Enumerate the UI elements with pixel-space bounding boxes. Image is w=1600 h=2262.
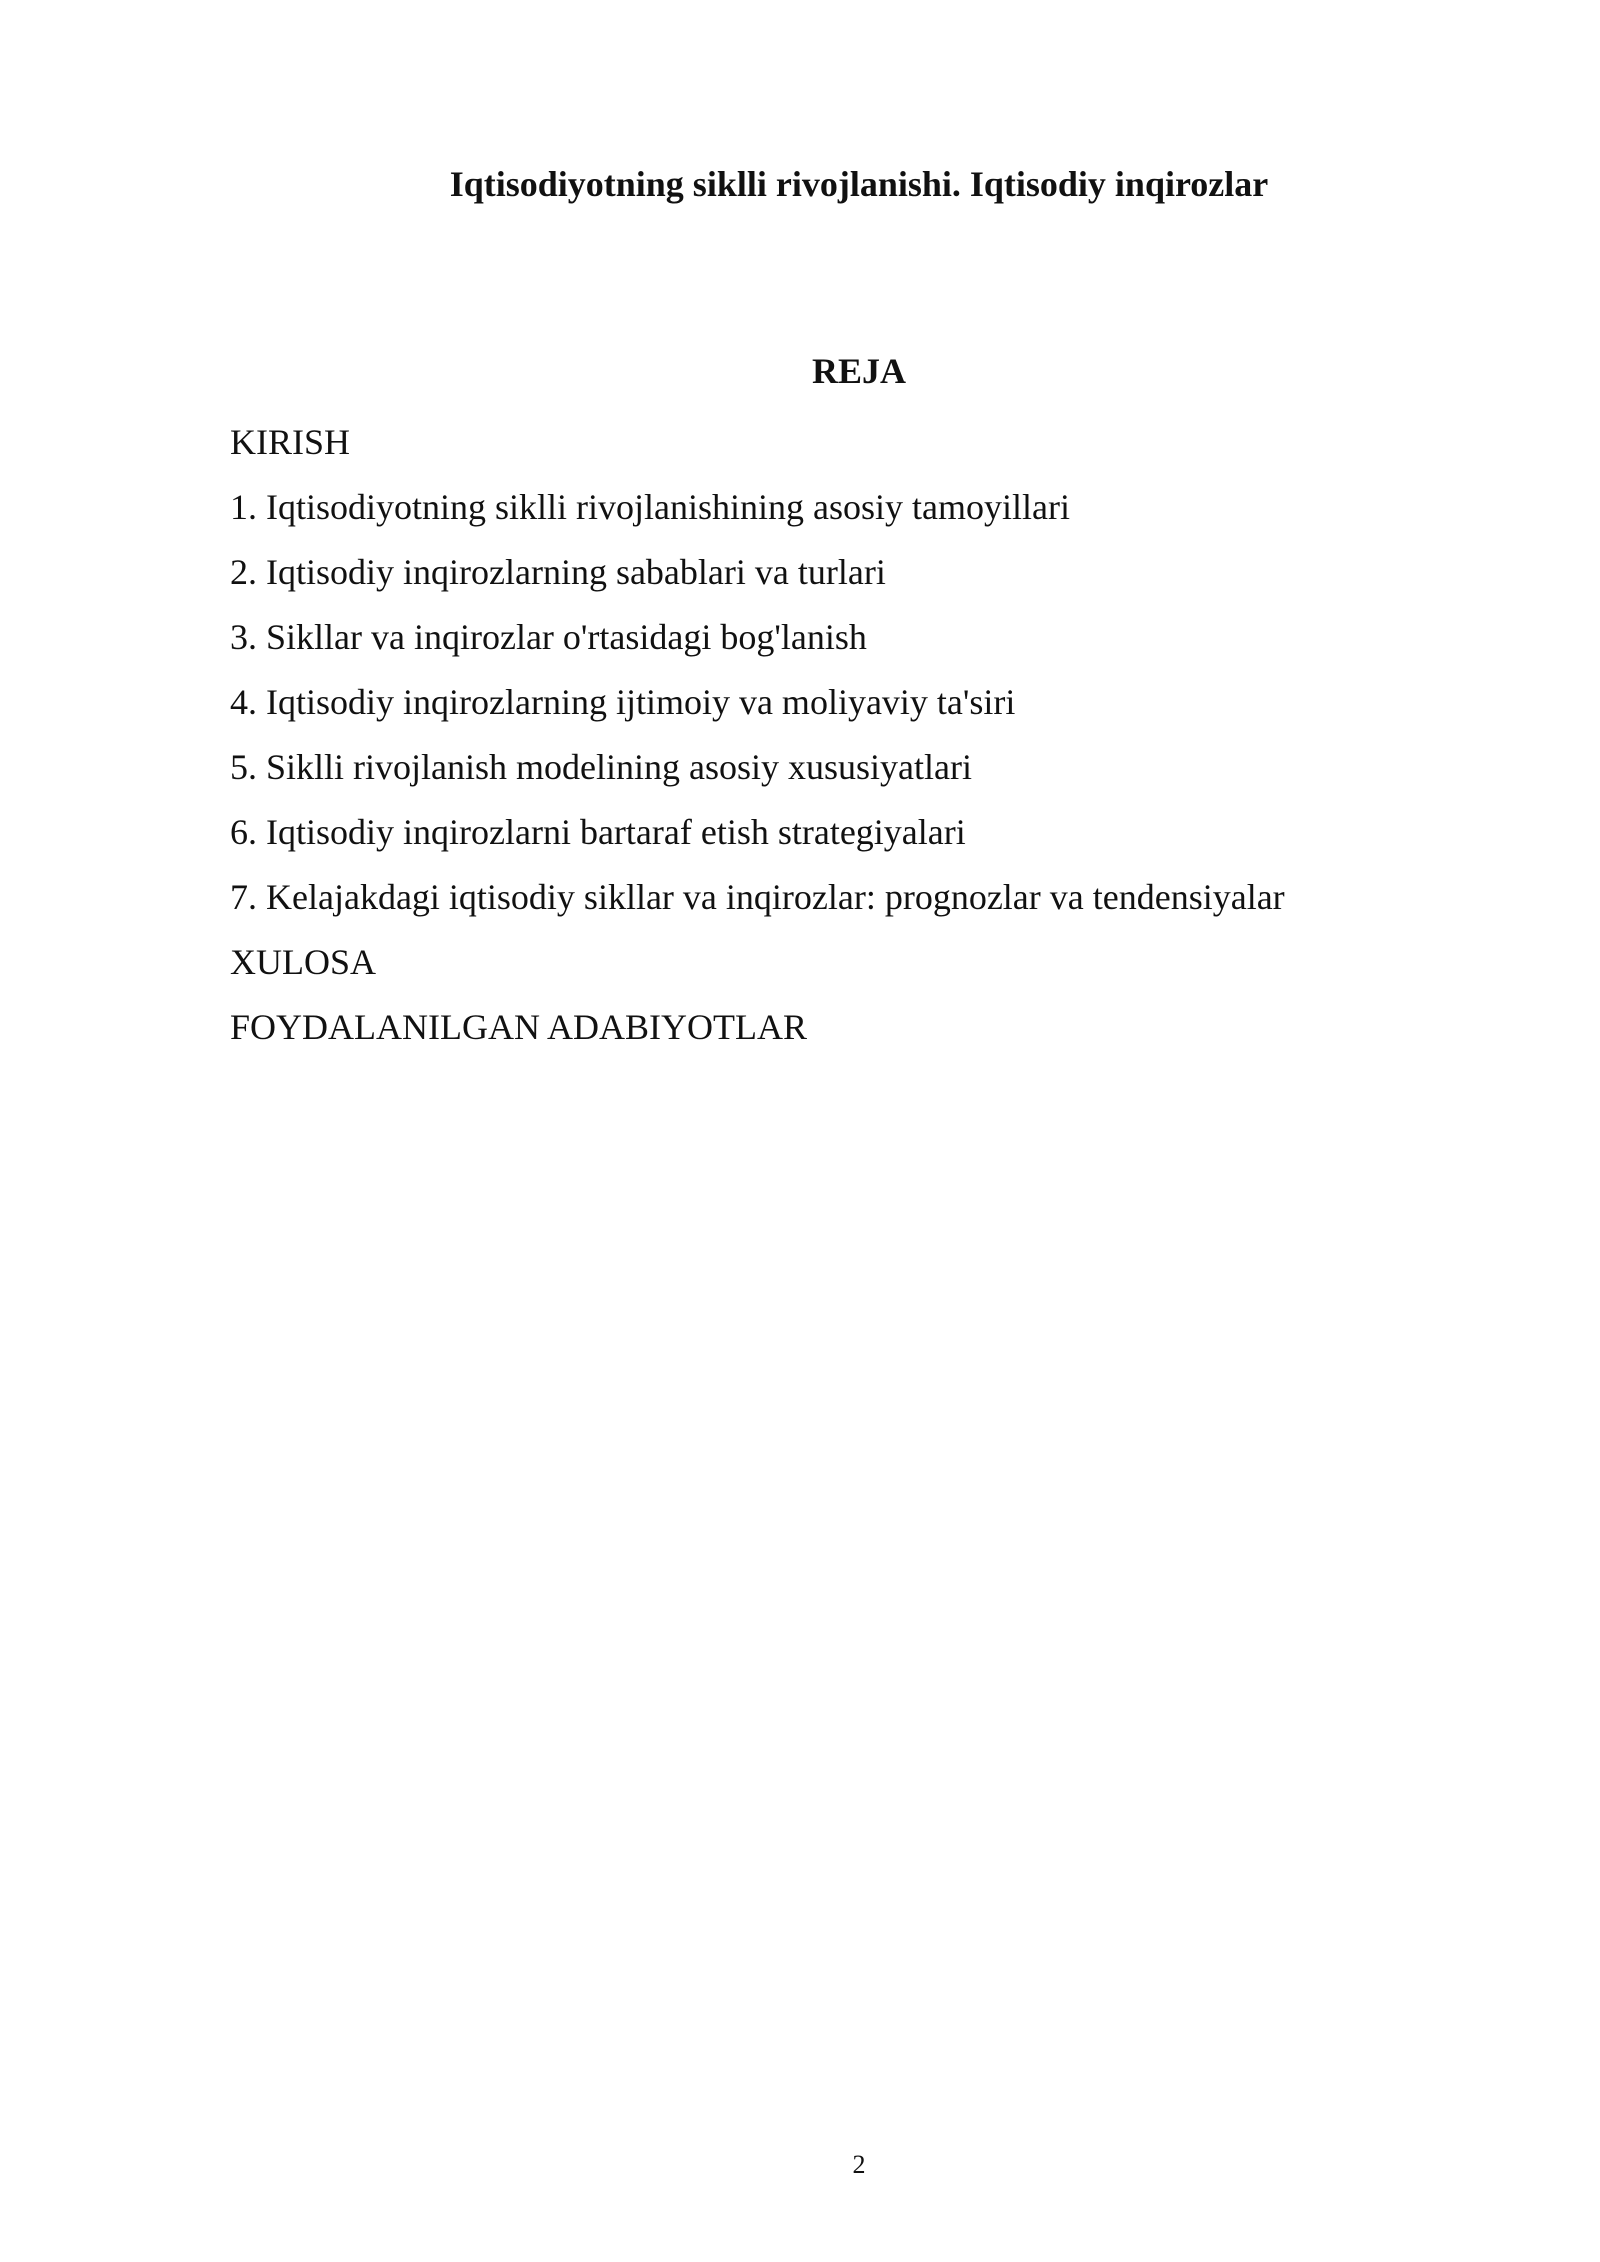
document-title: Iqtisodiyotning siklli rivojlanishi. Iqtisodiy inqirozlar: [449, 164, 1269, 204]
plan-heading: REJA: [811, 351, 906, 391]
table-of-contents: [230, 418, 1490, 1068]
toc-item-conclusion: XULOSA: [230, 942, 377, 982]
toc-item-3: 3. Sikllar va inqirozlar o'rtasidagi bog'lanish: [230, 617, 867, 657]
page-number: 2: [852, 2150, 866, 2179]
toc-item-4: 4. Iqtisodiy inqirozlarning ijtimoiy va moliyaviy ta'siri: [230, 682, 1016, 722]
toc-item-7: 7. Kelajakdagi iqtisodiy sikllar va inqirozlar: prognozlar va tendensiyalar: [230, 877, 1285, 917]
toc-item-introduction: KIRISH: [230, 422, 351, 462]
toc-item-1: 1. Iqtisodiyotning siklli rivojlanishining asosiy tamoyillari: [230, 487, 1070, 527]
toc-item-6: 6. Iqtisodiy inqirozlarni bartaraf etish strategiyalari: [230, 812, 966, 852]
toc-item-5: 5. Siklli rivojlanish modelining asosiy xususiyatlari: [230, 747, 972, 787]
toc-item-2: 2. Iqtisodiy inqirozlarning sabablari va turlari: [230, 552, 886, 592]
toc-item-references: FOYDALANILGAN ADABIYOTLAR: [230, 1007, 807, 1047]
